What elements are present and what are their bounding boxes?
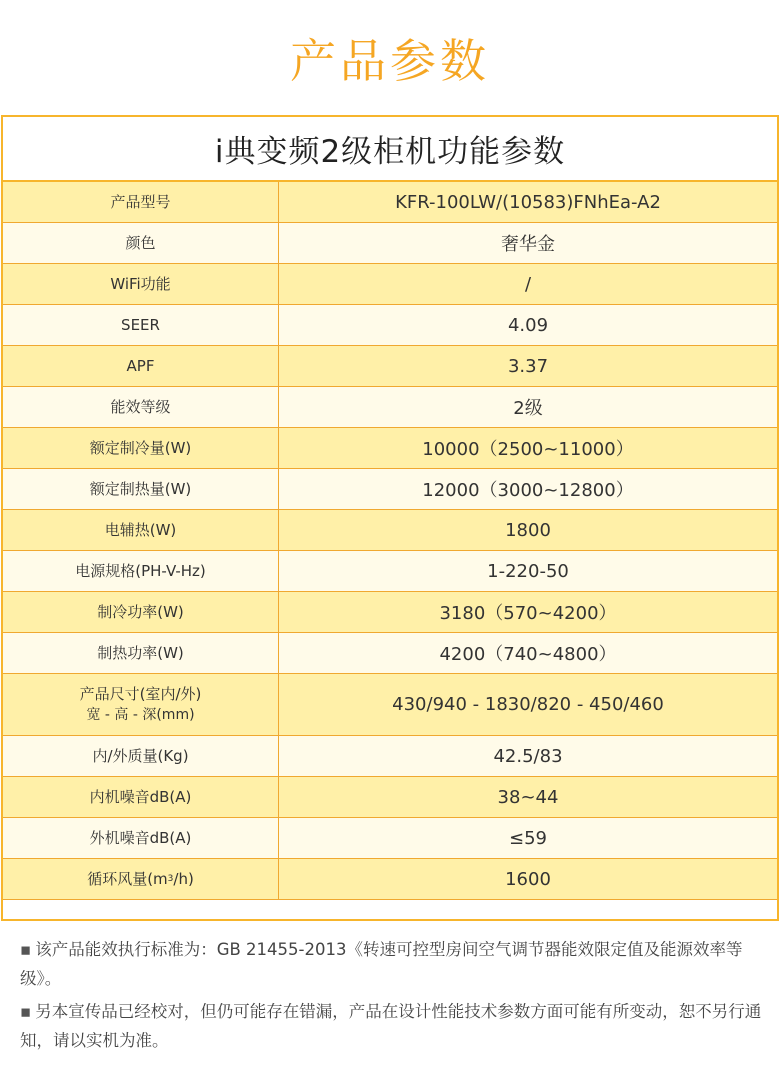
row-label	[3, 592, 279, 632]
row-label	[3, 223, 279, 263]
row-label-tail: /h)	[173, 869, 194, 888]
row-label	[3, 428, 279, 468]
row-value: 12000（3000~12800）	[422, 480, 634, 501]
table-row	[3, 674, 777, 736]
table-row	[3, 736, 777, 777]
row-label-text: 电辅热(W)	[104, 520, 177, 539]
footnote-standard: ▪ 该产品能效执行标准为：GB 21455-2013《转速可控型房间空气调节器能效限定值及能源效率等级》。	[20, 940, 743, 988]
row-label-superscript: 3	[167, 873, 174, 884]
row-label-text: 外机噪音dB(A)	[89, 828, 192, 847]
row-value: 4.09	[507, 314, 549, 336]
row-label-subtext: 宽 - 高 - 深(mm)	[86, 706, 195, 723]
row-label	[3, 674, 279, 735]
table-row	[3, 551, 777, 592]
row-label	[3, 777, 279, 817]
table-row	[3, 223, 777, 264]
row-label	[3, 818, 279, 858]
row-value: KFR-100LW/(10583)FNhEa-A2	[395, 191, 661, 213]
row-label-text: SEER	[121, 315, 160, 334]
footnote-disclaimer: ▪ 另本宣传品已经校对，但仍可能存在错漏，产品在设计性能技术参数方面可能有所变动，恕不另行通知，请以实机为准。	[20, 1002, 762, 1050]
row-label-text: 产品尺寸(室内/外)	[79, 684, 202, 703]
row-label	[3, 859, 279, 899]
bullet-icon: ▪	[20, 1002, 32, 1021]
table-row	[3, 859, 777, 900]
table-row	[3, 305, 777, 346]
table-row	[3, 633, 777, 674]
footnotes	[20, 935, 770, 1059]
row-value: 1800	[505, 519, 551, 541]
row-label	[3, 182, 279, 222]
row-label-text: 内机噪音dB(A)	[89, 787, 192, 806]
row-label	[3, 305, 279, 345]
table-row	[3, 346, 777, 387]
row-label-text: 产品型号	[110, 192, 171, 211]
row-value: 42.5/83	[493, 745, 563, 767]
table-row	[3, 818, 777, 859]
row-label	[3, 346, 279, 386]
bullet-icon: ▪	[20, 940, 32, 959]
row-label-text: 能效等级	[110, 397, 171, 416]
table-row	[3, 592, 777, 633]
row-label-text: 制冷功率(W)	[97, 602, 184, 621]
row-label-text: 循环风量(m	[87, 869, 168, 888]
row-label-text: APF	[126, 356, 155, 375]
table-row	[3, 777, 777, 818]
row-value: ≤59	[509, 827, 547, 849]
row-label-text: WiFi功能	[110, 274, 171, 293]
row-label-text: 额定制冷量(W)	[89, 438, 192, 457]
row-value: 430/940 - 1830/820 - 450/460	[392, 694, 664, 715]
row-value: /	[524, 273, 532, 295]
row-value: 4200（740~4800）	[439, 644, 617, 665]
row-label	[3, 510, 279, 550]
row-label-text: 制热功率(W)	[97, 643, 184, 662]
table-row	[3, 510, 777, 551]
page-title: 产品参数	[290, 33, 490, 88]
row-label-text: 额定制热量(W)	[89, 479, 192, 498]
row-label	[3, 264, 279, 304]
row-value: 38~44	[497, 786, 559, 808]
table-row	[3, 387, 777, 428]
spec-table	[1, 115, 779, 921]
table-row	[3, 182, 777, 223]
row-label-text: 电源规格(PH-V-Hz)	[75, 561, 206, 580]
row-value: 1600	[505, 868, 551, 890]
row-label	[3, 633, 279, 673]
row-label	[3, 736, 279, 776]
row-value: 1-220-50	[487, 560, 569, 582]
spec-table-header: i典变频2级柜机功能参数	[3, 117, 777, 182]
row-label	[3, 469, 279, 509]
row-value: 10000（2500~11000）	[422, 439, 634, 460]
row-label-text: 颜色	[125, 233, 156, 252]
table-row	[3, 428, 777, 469]
row-label-text: 内/外质量(Kg)	[92, 746, 189, 765]
row-value: 奢华金	[501, 234, 555, 255]
row-value: 3180（570~4200）	[439, 603, 617, 624]
row-value: 3.37	[507, 355, 549, 377]
row-value: 2级	[513, 398, 543, 419]
table-row	[3, 469, 777, 510]
row-label	[3, 551, 279, 591]
row-label	[3, 387, 279, 427]
spec-rows	[3, 182, 777, 900]
table-row	[3, 264, 777, 305]
